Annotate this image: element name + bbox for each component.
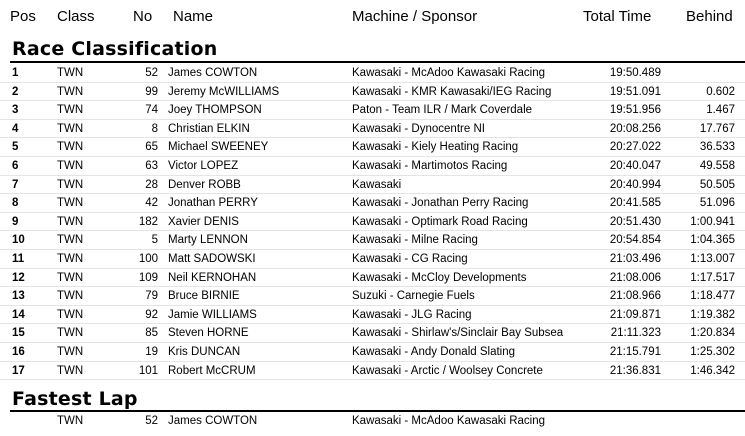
cell-total-time: 19:51.956 [609,104,661,117]
table-row [0,324,745,343]
cell-pos: 12 [12,271,25,284]
cell-no: 79 [145,290,158,303]
cell-machine: Kawasaki - Milne Racing [352,234,478,247]
cell-behind: 1:04.365 [690,234,735,247]
cell-class: TWN [57,252,84,265]
cell-machine: Paton - Team ILR / Mark Coverdale [352,104,533,117]
cell-machine: Kawasaki [352,178,402,191]
cell-class: TWN [57,415,84,427]
header-machine-sponsor: Machine / Sponsor [352,8,478,25]
table-row [0,362,745,381]
cell-pos: 8 [12,197,19,210]
cell-behind: 1:00.941 [690,215,735,228]
cell-total-time: 20:08.256 [609,122,661,135]
cell-no: 52 [145,67,158,79]
cell-class: TWN [57,122,84,135]
header-class: Class [57,8,95,25]
table-row [0,157,745,176]
cell-total-time: 21:15.791 [609,345,661,358]
cell-name: Jamie WILLIAMS [168,308,257,321]
cell-pos: 7 [12,178,19,191]
cell-no: 63 [145,159,158,172]
cell-class: TWN [57,308,84,321]
race-classification-title: Race Classification [12,38,218,60]
cell-behind: 1:18.477 [690,290,735,303]
cell-class: TWN [57,178,84,191]
cell-class: TWN [57,327,84,340]
table-row [0,213,745,232]
table-row [0,83,745,102]
cell-machine: Suzuki - Carnegie Fuels [352,290,475,303]
table-row [0,412,745,431]
cell-behind: 51.096 [699,197,735,210]
section-divider [10,61,745,63]
header-total-time: Total Time [583,8,652,25]
cell-pos: 10 [12,234,25,247]
cell-no: 101 [138,364,158,377]
cell-behind: 50.505 [699,178,735,191]
table-row [0,231,745,250]
cell-no: 65 [145,141,158,154]
cell-total-time: 20:51.430 [609,215,661,228]
cell-machine: Kawasaki - Jonathan Perry Racing [352,197,529,210]
column-header-row [0,0,745,36]
cell-total-time: 21:08.006 [609,271,661,284]
table-row [0,194,745,213]
cell-class: TWN [57,159,84,172]
cell-behind: 49.558 [699,159,735,172]
cell-pos: 16 [12,345,25,358]
table-row [0,343,745,362]
cell-pos: 1 [12,67,19,79]
cell-pos: 5 [12,141,19,154]
table-row [0,138,745,157]
cell-no: 42 [145,197,158,210]
table-row [0,250,745,269]
cell-no: 182 [138,215,158,228]
cell-name: Michael SWEENEY [168,141,269,154]
cell-name: Neil KERNOHAN [168,271,257,284]
cell-no: 19 [145,345,158,358]
cell-machine: Kawasaki - Optimark Road Racing [352,215,528,228]
cell-total-time: 20:40.994 [609,178,661,191]
cell-no: 100 [138,252,158,265]
cell-total-time: 19:50.489 [609,67,661,79]
table-row [0,120,745,139]
cell-class: TWN [57,67,84,79]
cell-behind: 17.767 [699,122,735,135]
cell-pos: 4 [12,122,19,135]
fastest-lap-title: Fastest Lap [12,388,138,410]
cell-class: TWN [57,234,84,247]
cell-total-time: 20:40.047 [609,159,661,172]
header-name: Name [173,8,214,25]
cell-pos: 13 [12,290,25,303]
cell-pos: 6 [12,159,19,172]
cell-total-time: 21:08.966 [609,290,661,303]
cell-machine: Kawasaki - Shirlaw's/Sinclair Bay Subsea [352,327,564,340]
cell-pos: 9 [12,215,19,228]
cell-name: Jeremy McWILLIAMS [168,85,280,98]
cell-machine: Kawasaki - Martimotos Racing [352,159,508,172]
cell-name: James COWTON [168,415,258,427]
cell-total-time: 21:09.871 [609,308,661,321]
cell-total-time: 20:41.585 [609,197,661,210]
cell-class: TWN [57,141,84,154]
cell-machine: Kawasaki - CG Racing [352,252,468,265]
table-row [0,176,745,195]
cell-machine: Kawasaki - McAdoo Kawasaki Racing [352,67,546,79]
cell-machine: Kawasaki - McAdoo Kawasaki Racing [352,415,546,427]
cell-machine: Kawasaki - McCloy Developments [352,271,527,284]
table-row [0,287,745,306]
table-row [0,64,745,83]
cell-name: Xavier DENIS [168,215,239,228]
cell-class: TWN [57,364,84,377]
cell-behind: 1:46.342 [690,364,735,377]
cell-behind: 1:13.007 [690,252,735,265]
cell-total-time: 21:11.323 [610,327,661,340]
cell-no: 5 [151,234,158,247]
cell-machine: Kawasaki - Andy Donald Slating [352,345,516,358]
cell-class: TWN [57,345,84,358]
cell-machine: Kawasaki - KMR Kawasaki/IEG Racing [352,85,552,98]
cell-pos: 15 [12,327,25,340]
cell-name: Christian ELKIN [168,122,250,135]
table-row [0,101,745,120]
cell-name: Steven HORNE [168,327,249,340]
cell-name: Denver ROBB [168,178,241,191]
cell-total-time: 19:51.091 [609,85,661,98]
cell-name: Joey THOMPSON [168,104,262,117]
cell-no: 92 [145,308,158,321]
cell-machine: Kawasaki - Arctic / Woolsey Concrete [352,364,543,377]
header-pos: Pos [10,8,36,25]
cell-class: TWN [57,197,84,210]
cell-pos: 3 [12,104,19,117]
cell-machine: Kawasaki - Kiely Heating Racing [352,141,519,154]
cell-machine: Kawasaki - JLG Racing [352,308,472,321]
cell-name: Bruce BIRNIE [168,290,240,303]
cell-pos: 14 [12,308,25,321]
cell-pos: 11 [12,252,25,265]
cell-pos: 2 [12,85,19,98]
cell-class: TWN [57,104,84,117]
cell-total-time: 21:36.831 [609,364,661,377]
cell-name: James COWTON [168,67,258,79]
cell-total-time: 20:27.022 [609,141,661,154]
cell-behind: 0.602 [706,85,735,98]
cell-class: TWN [57,290,84,303]
cell-class: TWN [57,85,84,98]
cell-behind: 36.533 [699,141,735,154]
cell-behind: 1:20.834 [690,327,735,340]
table-row [0,306,745,325]
cell-machine: Kawasaki - Dynocentre NI [352,122,485,135]
table-row [0,269,745,288]
cell-name: Robert McCRUM [168,364,256,377]
cell-behind: 1:19.382 [690,308,735,321]
header-behind: Behind [686,8,733,25]
cell-no: 109 [138,271,158,284]
cell-pos: 17 [12,364,25,377]
fastest-lap-table [0,412,745,431]
race-classification-table [0,64,745,380]
cell-no: 99 [145,85,158,98]
cell-behind: 1:17.517 [690,271,735,284]
cell-name: Kris DUNCAN [168,345,241,358]
cell-behind: 1:25.302 [690,345,735,358]
cell-name: Marty LENNON [168,234,248,247]
cell-no: 85 [145,327,158,340]
cell-no: 8 [151,122,158,135]
cell-no: 28 [145,178,158,191]
header-no: No [133,8,153,25]
cell-class: TWN [57,215,84,228]
cell-behind: 1.467 [706,104,735,117]
cell-name: Victor LOPEZ [168,159,239,172]
cell-total-time: 20:54.854 [609,234,661,247]
cell-total-time: 21:03.496 [609,252,661,265]
cell-name: Matt SADOWSKI [168,252,256,265]
cell-no: 74 [145,104,158,117]
cell-no: 52 [145,415,158,427]
cell-class: TWN [57,271,84,284]
cell-name: Jonathan PERRY [168,197,258,210]
